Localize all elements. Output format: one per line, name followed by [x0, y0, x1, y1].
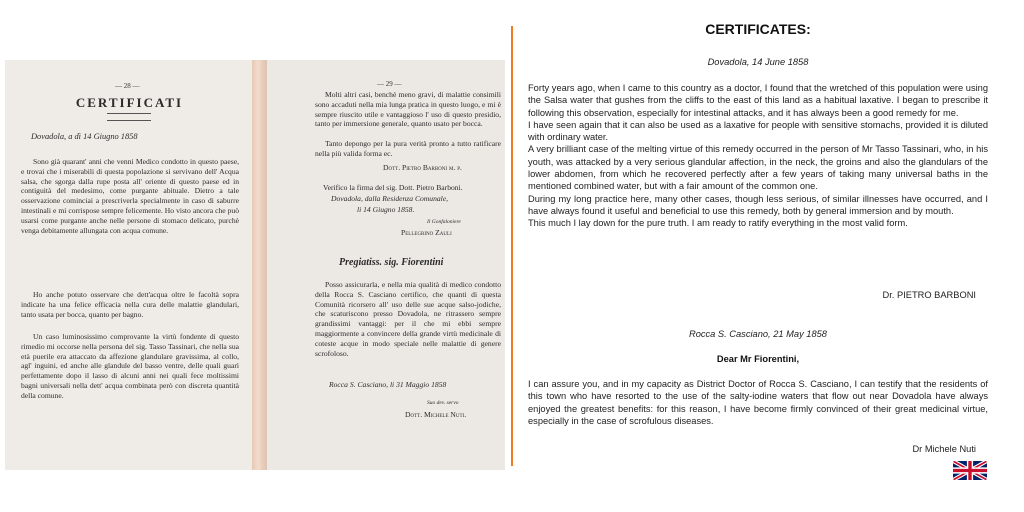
scan-title: CERTIFICATI	[75, 95, 184, 110]
book-page-left	[5, 60, 252, 470]
scan-sign-nuti: Dott. Michele Nuti.	[405, 410, 467, 419]
translation-date-1: Dovadola, 14 June 1858	[707, 57, 809, 67]
uk-flag-icon[interactable]	[953, 461, 987, 480]
translation-paragraph: I have seen again that it can also be used as a laxative for people with sensitive stomachs, provided it is diluted with ordinary water.	[528, 119, 988, 143]
scan-date-2: Rocca S. Casciano, li 31 Maggio 1858	[329, 380, 447, 389]
section-divider	[511, 26, 513, 466]
translation-paragraph: A very brilliant case of the melting virtue of this remedy occurred in the person of Mr Tasso Tassinari, who, in his youth, was attacked by a very serious glandular affection, in the neck, the groins and also the glandulars of the lower abdomen, from which he recovered perfectly after a few years of taking many universal baths in the mentioned combined water, but with a fair amount of the common one.	[528, 144, 988, 192]
scan-right-paragraph-2: Tanto depongo per la pura verità pronto a tutto ratificare nella più valida forma ec.	[315, 139, 501, 158]
page-number-left: — 28 —	[115, 82, 140, 90]
scan-right-paragraph-3: Posso assicurarla, e nella mia qualità di medico condotto della Rocca S. Casciano certifico, che quanti di questa Comunità ricorsero all' uso delle sue acque salso-jodiche, che scaturiscono presso Dovadola, ne ritrassero sempre grandissimi vantaggi: per il che mi ebbi sempre maggiormente a convincere della grande virtù medicinale di coteste acque in modo speciale nelle malattie di genere scrofoloso.	[315, 280, 501, 358]
scan-verify-line-1: Verifico la firma del sig. Dott. Pietro Barboni.	[323, 183, 463, 192]
scan-verify-line-3: li 14 Giugno 1858.	[357, 205, 415, 214]
translation-sign-nuti: Dr Michele Nuti	[912, 444, 976, 454]
book-gutter	[252, 60, 267, 470]
translation-paragraph: I can assure you, and in my capacity as District Doctor of Rocca S. Casciano, I can testify that the residents of this town who have resorted to the use of the salty-iodine waters that flow out near Dovadola have always enjoyed the greatest benefits: for this reason, I have become firmly convinced of their great medicinal virtue, especially in the case of scrofulous diseases.	[528, 379, 988, 426]
translation-salute: Dear Mr Fiorentini,	[716, 354, 800, 364]
translation-title: CERTIFICATES:	[705, 21, 811, 37]
scan-left-paragraph-3: Un caso luminosissimo comprovante la virtù fondente di questo rimedio mi occorse nella persona del sig. Tasso Tassinari, che nella sua età puerile era attaccato da affezione glandulare gravissima, al collo, agl' inguini, ed anche alle glandule del basso ventre, delle quali guarì perfettamente dopo il lasso di alcuni anni nei quali fece moltissimi bagni universali nella dett' acqua combinata però con discreta quantità della comune.	[21, 332, 239, 400]
book-spread	[5, 60, 505, 470]
scan-left-paragraph-1: Sono già quarant' anni che venni Medico condotto in questo paese, e trovai che i miserabili di questa popolazione si servivano dell' Acqua salsa, che sgorga dalla rupe posta all' oriente di questo paese ed in contiguità del medesimo, come purgante abituale. Dietro a tale osservazione cominciai a prescriverla specialmente in caso di saburre intestinali e mi corrispose sempre felicemente. Ho visto ancora che può usarsi come purgante anche nelle persone di stomaco delicato, purchè venga debitamente allungata con acqua comune.	[21, 157, 239, 235]
translation-paragraph: Forty years ago, when I came to this country as a doctor, I found that the wretched of this population were using the Salsa water that gushes from the cliffs to the east of this land as a habitual laxative. I began to prescribe it following this observation, especially for intestinal attacks, and it has always been a good remedy for me.	[528, 83, 988, 118]
page-number-right: — 29 —	[377, 80, 402, 88]
scan-date: Dovadola, a dì 14 Giugno 1858	[31, 132, 138, 141]
scan-sign-barboni: Dott. Pietro Barboni m. p.	[383, 163, 462, 172]
translation-paragraph: During my long practice here, many other cases, though less serious, of similar illnesses have occurred, and I have always found it useful and beneficial to use this remedy, both by general immersion and by mouth.	[528, 193, 988, 216]
scan-gonfaloniere-title: Il Gonfaloniere	[427, 219, 461, 225]
scan-gonfaloniere-name: Pellegrino Zauli	[401, 228, 452, 237]
translation-body-1	[528, 82, 988, 230]
scan-salute: Pregiatiss. sig. Fiorentini	[339, 257, 444, 268]
translation-sign-barboni: Dr. PIETRO BARBONI	[882, 290, 976, 300]
translation-paragraph: This much I lay down for the pure truth. I am ready to ratify everything in the most valid form.	[528, 218, 908, 229]
ornament-divider	[107, 113, 151, 121]
scan-right-paragraph-1: Molti altri casi, benchè meno gravi, di malattie consimili sono accaduti nella mia lunga pratica in questo luogo, e mi è sempre riuscito utile e vantaggioso l' uso di questo presidio, tanto per immersione generale, quanto usato per bocca.	[315, 90, 501, 129]
translation-date-2: Rocca S. Casciano, 21 May 1858	[689, 329, 827, 339]
scan-left-paragraph-2: Ho anche potuto osservare che dett'acqua oltre le facoltà sopra indicate ha una felice efficacia nella cura delle malattie glandulari, tanto usata per bocca, quanto per bagno.	[21, 290, 239, 319]
translation-body-2	[528, 378, 988, 427]
scan-servo: Suo dev. servo	[427, 400, 459, 406]
scan-verify-line-2: Dovadola, dalla Residenza Comunale,	[331, 194, 449, 203]
book-page-right	[267, 60, 505, 470]
